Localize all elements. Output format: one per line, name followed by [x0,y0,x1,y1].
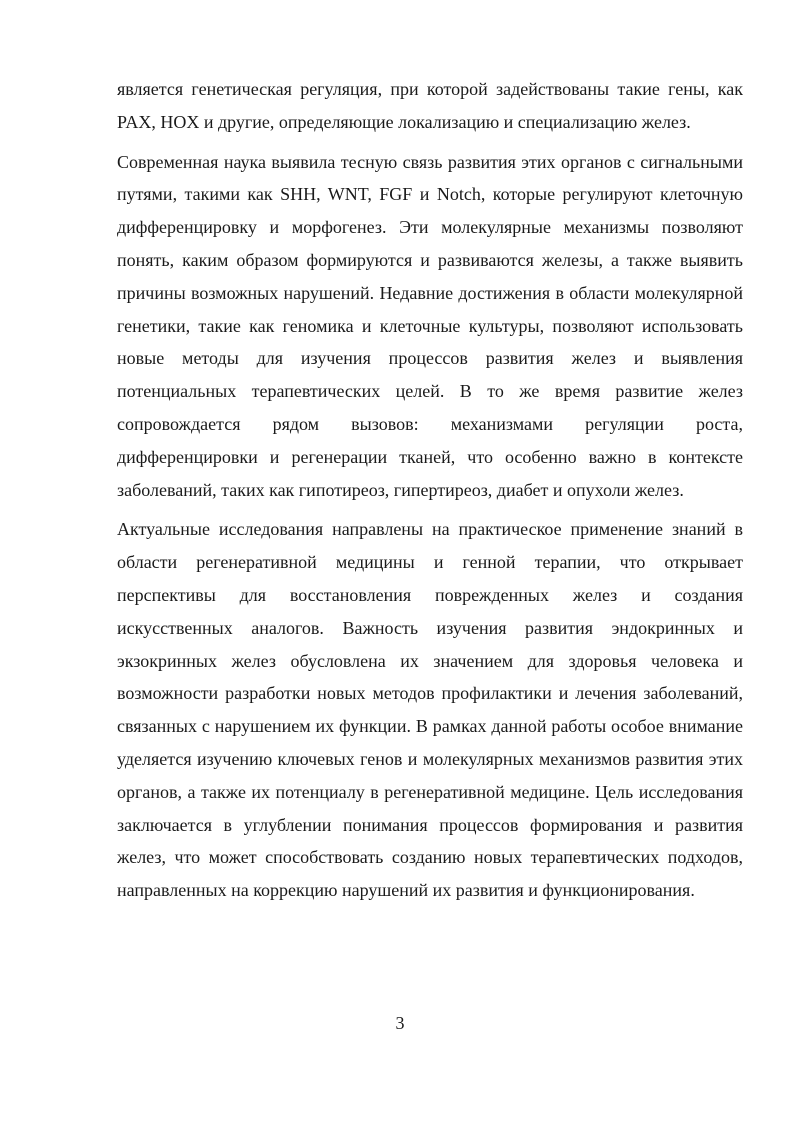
paragraph: Актуальные исследования направлены на практическое применение знаний в области регенеративной медицины и генной терапии, что открывает перспективы для восстановления поврежденных желез и создания искусственных аналогов. Важность изучения развития эндокринных и экзокринных желез обусловлена их значением для здоровья человека и возможности разработки новых методов профилактики и лечения заболеваний, связанных с нарушением их функции. В рамках данной работы особое внимание уделяется изучению ключевых генов и молекулярных механизмов развития этих органов, а также их потенциалу в регенеративной медицине. Цель исследования заключается в углублении понимания процессов формирования и развития желез, что может способствовать созданию новых терапевтических подходов, направленных на коррекцию нарушений их развития и функционирования. [117,519,743,901]
body-text [117,73,743,907]
paragraph: является генетическая регуляция, при которой задействованы такие гены, как PAX, HOX и другие, определяющие локализацию и специализацию желез. [117,79,743,132]
page-number: 3 [395,1013,405,1033]
paragraph: Современная наука выявила тесную связь развития этих органов с сигнальными путями, такими как SHH, WNT, FGF и Notch, которые регулируют клеточную дифференцировку и морфогенез. Эти молекулярные механизмы позволяют понять, каким образом формируются и развиваются железы, а также выявить причины возможных нарушений. Недавние достижения в области молекулярной генетики, такие как геномика и клеточные культуры, позволяют использовать новые методы для изучения процессов развития желез и выявления потенциальных терапевтических целей. В то же время развитие желез сопровождается рядом вызовов: механизмами регуляции роста, дифференцировки и регенерации тканей, что особенно важно в контексте заболеваний, таких как гипотиреоз, гипертиреоз, диабет и опухоли желез. [117,151,743,500]
